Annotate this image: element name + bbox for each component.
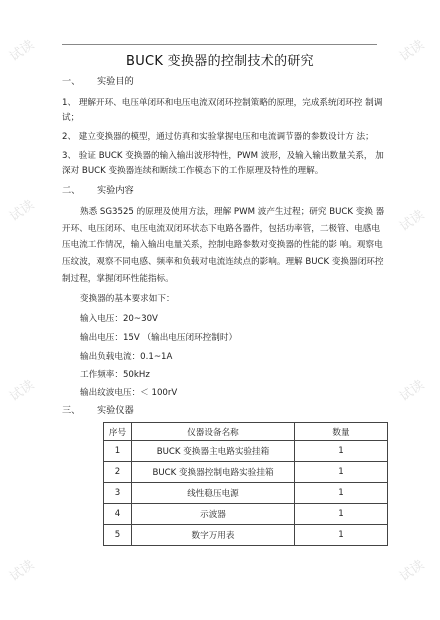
requirement-line: 输出负载电流：0.1~1A xyxy=(80,352,173,362)
table-cell: 3 xyxy=(104,483,132,504)
table-cell: 1 xyxy=(295,483,388,504)
requirement-line: 输出电压：15V （输出电压闭环控制时） xyxy=(80,333,238,343)
requirements-intro: 变换器的基本要求如下： xyxy=(80,294,175,304)
objective-line: 深对 BUCK 变换器连续和断续工作模态下的工作原理及特性的理解。 xyxy=(62,166,324,176)
requirement-line: 输出纹波电压：＜ 100rV xyxy=(80,388,178,398)
table-cell: BUCK 变换器主电路实验挂箱 xyxy=(132,441,295,462)
section-title: 实验仪器 xyxy=(97,405,134,416)
watermark: 试读 xyxy=(7,197,38,225)
objective-line: 2、 建立变换器的模型，通过仿真和实验掌握电压和电流调节器的参数设计方 法； xyxy=(62,132,374,142)
content-paragraph-line: 熟悉 SG3525 的原理及使用方法，理解 PWM 波产生过程；研究 BUCK 变换 器 xyxy=(80,207,385,217)
content-paragraph-line: 压电流工作情况，输入输出电量关系，控制电路参数对变换器的性能的影 响。观察电 xyxy=(62,240,383,250)
table-row xyxy=(104,483,388,504)
table-row xyxy=(104,525,388,546)
column-header: 序号 xyxy=(104,423,132,441)
equipment-table xyxy=(103,422,388,546)
requirement-line: 输入电压：20~30V xyxy=(80,314,158,324)
table-row xyxy=(104,462,388,483)
objective-line: 3、 验证 BUCK 变换器的输入输出波形特性，PWM 波形，及输入输出数量关系， 加 xyxy=(62,151,384,161)
watermark: 试读 xyxy=(397,207,428,235)
header-rule xyxy=(62,44,377,45)
content-paragraph-line: 开环、电压闭环、电压电流双闭环状态下电路各器件，包括功率管，二极管、电感电 xyxy=(62,224,380,234)
watermark: 试读 xyxy=(7,377,38,405)
table-cell: 线性稳压电源 xyxy=(132,483,295,504)
table-cell: 5 xyxy=(104,525,132,546)
table-cell: BUCK 变换器控制电路实验挂箱 xyxy=(132,462,295,483)
document-title: BUCK 变换器的控制技术的研究 xyxy=(126,54,314,69)
watermark: 试读 xyxy=(7,557,38,585)
table-cell: 示波器 xyxy=(132,504,295,525)
table-header-row xyxy=(104,423,388,441)
column-header: 数量 xyxy=(295,423,388,441)
column-header: 仪器设备名称 xyxy=(132,423,295,441)
watermark: 试读 xyxy=(7,37,38,65)
table-cell: 1 xyxy=(295,462,388,483)
section-number: 二、 xyxy=(62,185,81,196)
section-heading-content xyxy=(62,185,134,196)
objective-line: 试； xyxy=(62,113,80,123)
watermark: 试读 xyxy=(397,557,428,585)
section-title: 实验内容 xyxy=(97,185,134,196)
objective-line: 1、 理解开环、电压单闭环和电压电流双闭环控制策略的原理，完成系统闭环控 制调 xyxy=(62,98,383,108)
section-title: 实验目的 xyxy=(97,76,134,87)
table-row xyxy=(104,441,388,462)
watermark: 试读 xyxy=(397,37,428,65)
requirement-line: 工作频率：50kHz xyxy=(80,370,150,380)
table-cell: 1 xyxy=(295,504,388,525)
table-cell: 1 xyxy=(295,441,388,462)
section-heading-equipment xyxy=(62,405,134,416)
table-row xyxy=(104,504,388,525)
content-paragraph-line: 压纹波，观察不同电感、频率和负载对电流连续点的影响。理解 BUCK 变换器闭环控 xyxy=(62,257,384,267)
section-number: 一、 xyxy=(62,76,81,87)
table-cell: 1 xyxy=(104,441,132,462)
table-cell: 4 xyxy=(104,504,132,525)
section-number: 三、 xyxy=(62,405,81,416)
content-paragraph-line: 制过程，掌握闭环性能指标。 xyxy=(62,274,174,284)
section-heading-objectives xyxy=(62,76,134,87)
watermark: 试读 xyxy=(397,377,428,405)
table-cell: 1 xyxy=(295,525,388,546)
table-cell: 数字万用表 xyxy=(132,525,295,546)
table-cell: 2 xyxy=(104,462,132,483)
